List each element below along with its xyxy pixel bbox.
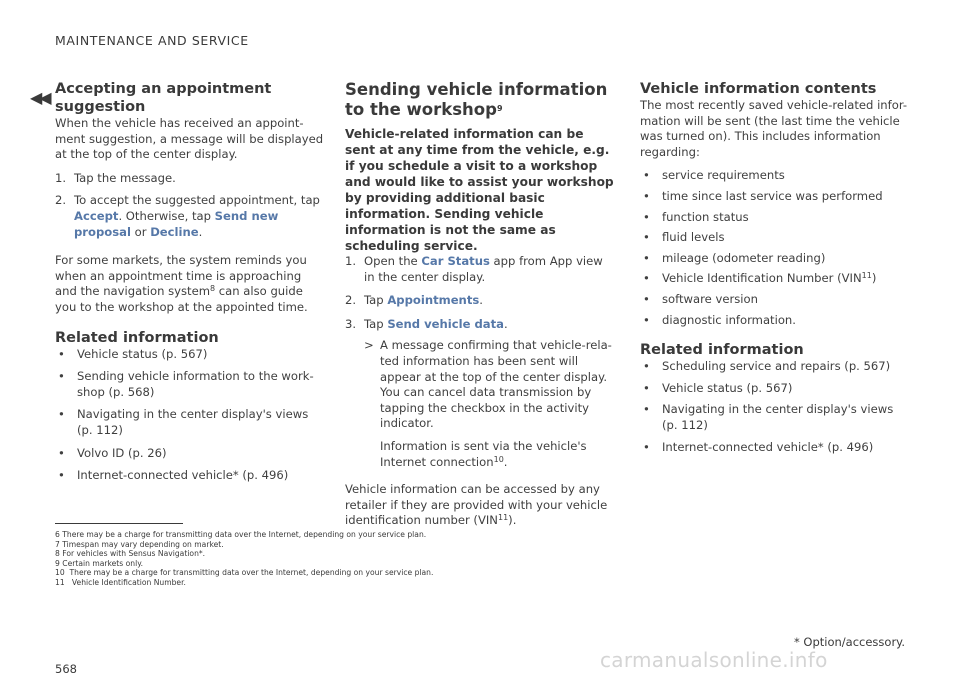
bullet-icon: • (643, 312, 650, 327)
result-text (364, 338, 615, 432)
paragraph-access (345, 482, 615, 529)
related-link[interactable] (55, 446, 325, 462)
related-link-text[interactable]: Navigating in the center display's views (p. 112) (662, 402, 894, 432)
result-note-text: . (503, 454, 508, 469)
heading-related-information: Related information (55, 329, 219, 346)
footnotes (55, 530, 433, 588)
paragraph-intro: When the vehicle has received an appoint-ment suggestion, a message will be displayed at the top of the center display. (55, 116, 324, 162)
bullet-icon: • (643, 359, 650, 374)
footnote-number: 6 (55, 530, 60, 539)
step-3 (345, 317, 615, 333)
footnote-number: 9 (55, 558, 60, 568)
paragraph-intro: Vehicle-related information can be sent at any time from the vehicle, e.g. if you schedule a visit to a workshop and would like to assist your workshop by providing additional basic information. Sending vehicle information is not the same as scheduling service. (345, 127, 614, 253)
list-item-text: ) (871, 271, 877, 286)
step-text: Tap (364, 293, 388, 308)
related-link[interactable] (55, 369, 325, 400)
send-new-proposal-button-label: Send new proposal (74, 208, 279, 239)
list-item (640, 292, 910, 308)
footnote-ref-9[interactable]: 9 (496, 104, 503, 113)
footnote-text: There may be a charge for transmitting data over the Internet, depending on your service plan. (62, 530, 427, 539)
related-link[interactable] (640, 381, 910, 397)
related-link-text[interactable]: Navigating in the center display's views (p. 112) (77, 407, 309, 437)
footnote-number: 8 (55, 549, 60, 559)
list-item-text: function status (662, 209, 749, 224)
step-number: 3. (345, 316, 357, 331)
access-text: Vehicle information can be accessed by any retailer if they are provided with your vehicle identification number (VIN (345, 482, 608, 528)
bullet-icon: • (643, 439, 650, 454)
related-link-text[interactable]: Vehicle status (p. 567) (662, 380, 793, 395)
step-text: . (198, 224, 203, 239)
page-number: 568 (55, 662, 77, 676)
heading-vehicle-information-contents: Vehicle information contents (640, 81, 877, 97)
heading-sending-vehicle-information (345, 80, 615, 120)
access-text: ). (508, 513, 517, 528)
result-note-text: Information is sent via the vehicle's Internet connection (380, 438, 587, 469)
bullet-icon: • (643, 380, 650, 395)
back-chevrons-icon[interactable]: ◀◀ (30, 88, 49, 107)
footnote-number: 7 (55, 539, 60, 549)
step-text: or (130, 224, 151, 239)
footnote-number: 11 (55, 577, 65, 587)
list-item (640, 313, 910, 329)
footnote-text: Certain markets only. (62, 558, 144, 568)
watermark: carmanualsonline.info (600, 648, 828, 672)
step-number: 1. (55, 170, 67, 185)
column-send-vehicle-info (345, 80, 615, 529)
footnote-ref-8[interactable]: 8 (210, 284, 216, 294)
reminder-text: can also guide you to the workshop at the appointed time. (55, 284, 308, 314)
bullet-icon: • (643, 168, 650, 183)
appointments-button-label: Appointments (387, 293, 480, 308)
list-item (640, 271, 910, 287)
bullet-icon: • (58, 369, 65, 384)
footnote-ref-11[interactable]: 11 (861, 271, 872, 281)
step-number: 2. (345, 293, 357, 308)
step-2 (55, 193, 325, 240)
bullet-icon: • (643, 250, 650, 265)
step-text: Tap the message. (74, 170, 176, 185)
bullet-icon: • (643, 188, 650, 203)
list-item (640, 230, 910, 246)
related-link[interactable] (640, 440, 910, 456)
related-link-text[interactable]: Vehicle status (p. 567) (77, 346, 208, 361)
result-body: A message confirming that vehicle-rela-ted information has been sent will appear at the top of the center display. You can cancel data transmission by tapping the checkbox in the activity indicator. (380, 338, 612, 431)
list-item-text: service requirements (662, 168, 785, 183)
list-item (640, 210, 910, 226)
related-link-text[interactable]: Scheduling service and repairs (p. 567) (662, 359, 891, 374)
footnote (55, 540, 433, 550)
section-header: MAINTENANCE AND SERVICE (55, 33, 249, 48)
related-link[interactable] (640, 359, 910, 375)
list-item (640, 189, 910, 205)
footnote (55, 568, 433, 578)
related-link-text[interactable]: Sending vehicle information to the work-shop (p. 568) (77, 369, 314, 399)
related-link[interactable] (640, 402, 910, 433)
list-item-text: software version (662, 291, 758, 306)
heading-related-information: Related information (640, 342, 804, 359)
accept-button-label: Accept (74, 208, 119, 223)
result-note (364, 439, 615, 470)
footnote (55, 559, 433, 569)
list-item-text: mileage (odometer reading) (662, 250, 826, 265)
footnote-ref-11[interactable]: 11 (497, 513, 509, 523)
result-marker: > (364, 338, 374, 353)
related-link-text[interactable]: Internet-connected vehicle* (p. 496) (662, 439, 874, 454)
step-text: app from App view in the center display. (364, 254, 603, 284)
footnote-text: There may be a charge for transmitting data over the Internet, depending on your service plan. (69, 568, 434, 578)
paragraph-reminder (55, 253, 325, 315)
related-link[interactable] (55, 407, 325, 438)
step-text: . (479, 293, 483, 308)
list-item-text: Vehicle Identification Number (VIN (662, 271, 862, 286)
list-item (640, 251, 910, 267)
heading-text: Sending vehicle information to the workshop (345, 80, 608, 119)
step-1 (55, 171, 325, 187)
footnote-divider (55, 523, 183, 524)
step-result (345, 338, 615, 470)
step-text: Tap (364, 316, 388, 331)
step-2 (345, 293, 615, 309)
step-text: . (504, 316, 508, 331)
bullet-icon: • (643, 230, 650, 245)
bullet-icon: • (58, 407, 65, 422)
step-number: 1. (345, 254, 357, 268)
list-item-text: fluid levels (662, 230, 725, 245)
footnote (55, 530, 433, 540)
bullet-icon: • (643, 271, 650, 286)
bullet-icon: • (643, 291, 650, 306)
footnote-text: Vehicle Identification Number. (71, 577, 186, 587)
option-accessory-note: * Option/accessory. (794, 635, 905, 649)
footnote (55, 549, 433, 559)
list-item-text: time since last service was performed (662, 188, 883, 203)
car-status-app-label: Car Status (421, 254, 490, 268)
footnote-ref-10[interactable]: 10 (493, 454, 504, 464)
column-vehicle-info-contents (640, 80, 910, 455)
column-appointment (55, 80, 325, 484)
step-text: . Otherwise, tap (118, 208, 215, 223)
footnote-text: For vehicles with Sensus Navigation*. (62, 549, 206, 559)
footnote (55, 578, 433, 588)
footnote-number: 10 (55, 568, 65, 578)
heading-accepting-appointment: Accepting an appointment suggestion (55, 81, 272, 115)
footnote-text: Timespan may vary depending on market. (62, 539, 224, 549)
bullet-icon: • (58, 445, 65, 460)
bullet-icon: • (58, 346, 65, 361)
list-item-text: diagnostic information. (662, 312, 796, 327)
reminder-text: For some markets, the system reminds you when an appointment time is approaching and the navigation system (55, 253, 307, 299)
step-text: Open the (364, 254, 422, 268)
related-link-text[interactable]: Internet-connected vehicle* (p. 496) (77, 468, 289, 483)
paragraph-intro: The most recently saved vehicle-related infor-mation will be sent (the last time the vehicle was turned on). This includes information regarding: (640, 98, 908, 159)
bullet-icon: • (58, 468, 65, 483)
bullet-icon: • (643, 209, 650, 224)
step-1 (345, 254, 615, 285)
send-vehicle-data-button-label: Send vehicle data (387, 316, 504, 331)
step-text: To accept the suggested appointment, tap (74, 193, 320, 208)
list-item (640, 168, 910, 184)
related-link[interactable] (55, 347, 325, 363)
related-link-text[interactable]: Volvo ID (p. 26) (77, 445, 167, 460)
decline-button-label: Decline (150, 224, 199, 239)
bullet-icon: • (643, 402, 650, 417)
related-link[interactable] (55, 468, 325, 484)
step-number: 2. (55, 193, 67, 208)
